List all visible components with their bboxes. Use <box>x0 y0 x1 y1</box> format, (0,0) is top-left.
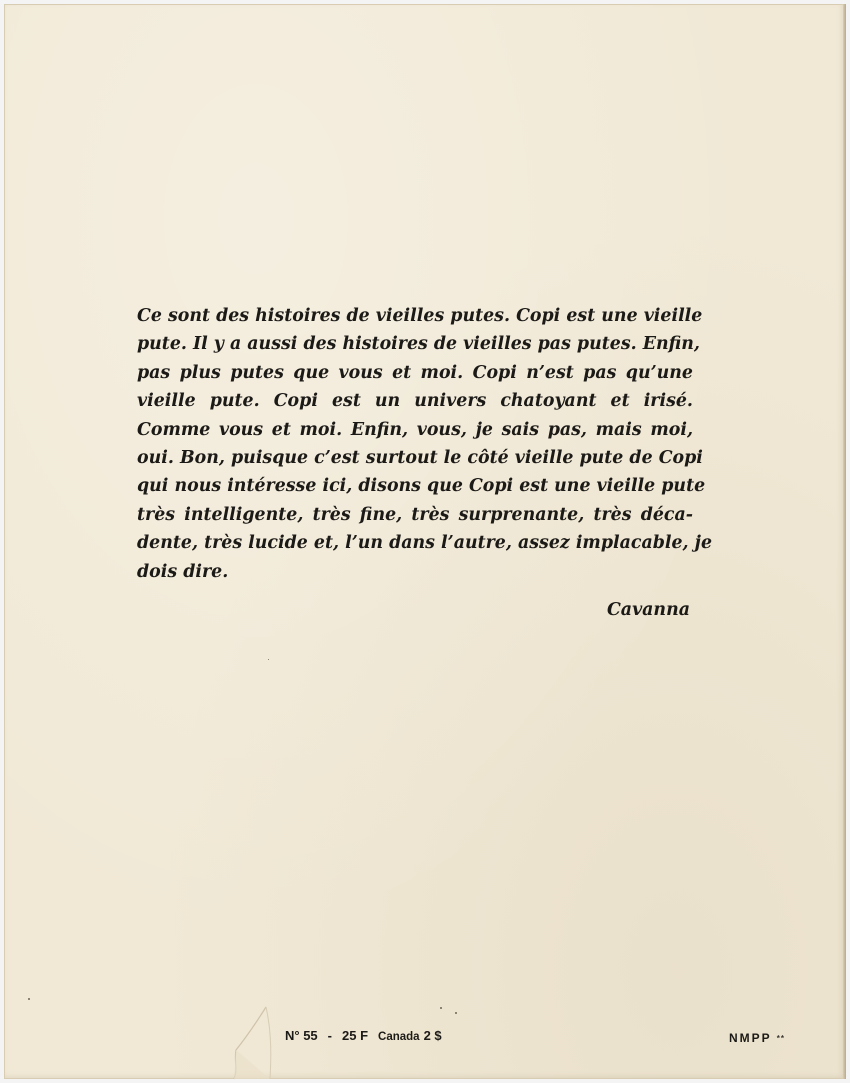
blurb-line: très intelligente, très fine, très surprenante, très déca- <box>137 504 693 525</box>
issue-number: N° 55 <box>285 1028 318 1043</box>
torn-corner-crease <box>226 1005 286 1080</box>
blurb-line: oui. Bon, puisque c’est surtout le côté vieille pute de Copi <box>137 448 703 469</box>
paper-speck <box>268 659 269 660</box>
paper-speck <box>440 1007 442 1009</box>
distributor-mark <box>729 1031 785 1045</box>
blurb-line: Comme vous et moi. Enfin, vous, je sais pas, mais moi, <box>137 419 693 440</box>
price-separator: - <box>327 1028 333 1043</box>
author-signature: Cavanna <box>606 600 690 620</box>
blurb-text <box>137 302 713 586</box>
blurb-line: qui nous intéresse ici, disons que Copi est une vieille pute <box>137 476 706 497</box>
blurb-line: vieille pute. Copi est un univers chatoyant et irisé. <box>137 391 693 412</box>
blurb-line: Ce sont des histoires de vieilles putes. Copi est une vieille <box>137 306 703 326</box>
price-line <box>285 1028 452 1043</box>
blurb-line: dente, très lucide et, l’un dans l’autre, assez implacable, je <box>137 533 713 554</box>
blurb-line: pute. Il y a aussi des histoires de vieilles pas putes. Enfin, <box>137 334 700 355</box>
distributor-name: NMPP <box>729 1031 772 1045</box>
price-canada: 2 $ <box>423 1028 442 1043</box>
canada-label: Canada <box>378 1031 420 1043</box>
price-france: 25 F <box>342 1028 369 1043</box>
blurb-line: pas plus putes que vous et moi. Copi n’est pas qu’une <box>137 362 693 383</box>
paper-speck <box>28 998 30 1000</box>
cover-edge <box>843 4 846 1079</box>
distributor-stars: ** <box>776 1034 786 1043</box>
paper-speck <box>455 1012 457 1014</box>
blurb-line: dois dire. <box>137 561 229 582</box>
